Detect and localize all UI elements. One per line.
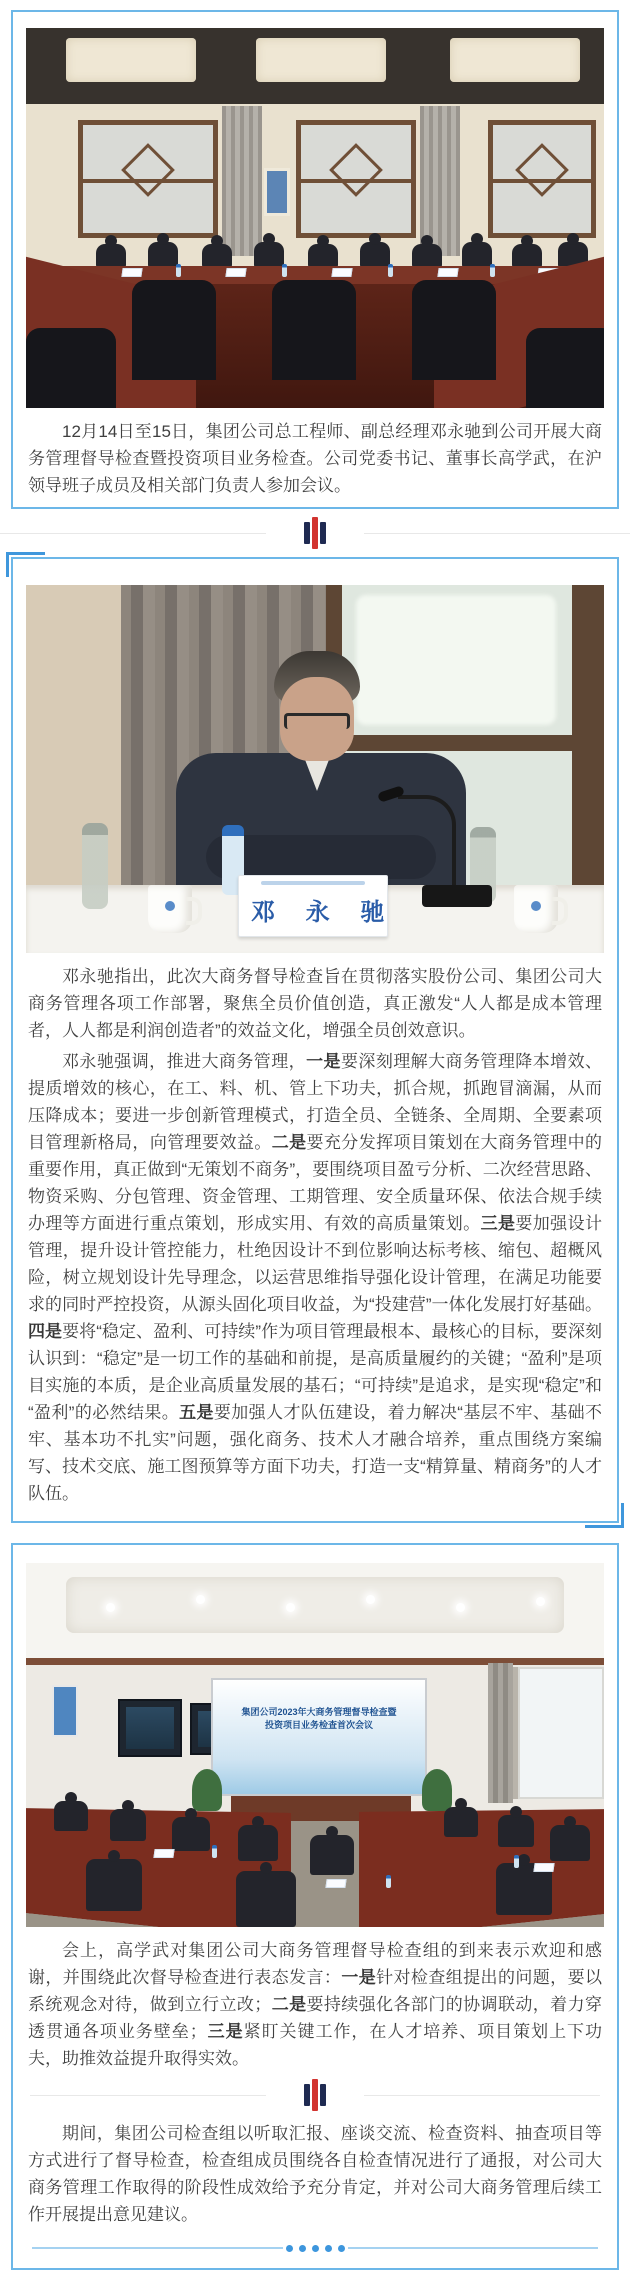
projection-screen — [211, 1678, 427, 1796]
attendee-back — [132, 280, 216, 380]
attendee — [172, 1817, 210, 1851]
flourish-dot — [338, 2245, 345, 2252]
section-meeting-summary — [11, 1543, 619, 2270]
attendee — [254, 242, 284, 268]
microphone-icon — [398, 795, 456, 891]
divider-bar — [304, 2084, 310, 2106]
attendee — [360, 242, 390, 268]
section-divider — [0, 517, 630, 549]
attendee — [462, 242, 492, 268]
attendee — [498, 1815, 534, 1847]
conference-room-photo[interactable] — [26, 28, 604, 408]
review-meeting-photo[interactable] — [26, 1563, 604, 1927]
attendee-back — [272, 280, 356, 380]
flourish-dot — [286, 2245, 293, 2252]
divider-bar — [312, 2079, 318, 2111]
divider-bar — [320, 522, 326, 544]
window — [78, 120, 218, 238]
wall-poster — [52, 1685, 78, 1737]
divider-bar — [312, 517, 318, 549]
window-frame — [326, 735, 604, 751]
attendee — [308, 244, 338, 268]
deng-paragraph-1: 邓永驰指出，此次大商务督导检查旨在贯彻落实股份公司、集团公司大商务管理各项工作部署，聚焦全员价值创造，真正激发“人人都是成本管理者，人人都是利润创造者”的效益文化，增强全员创效意识。 — [28, 967, 602, 1040]
screen-title-line2: 投资项目业务检查首次会议 — [264, 1720, 373, 1730]
curtain — [420, 106, 460, 256]
teacup — [514, 885, 558, 933]
flourish-dot — [299, 2245, 306, 2252]
attendee — [444, 1807, 478, 1837]
curtain — [488, 1663, 513, 1803]
attendee-back — [26, 328, 116, 408]
screen-title-line1: 集团公司2023年大商务管理督导检查暨 — [241, 1707, 397, 1717]
attendee — [512, 244, 542, 268]
attendee-back — [412, 280, 496, 380]
attendee-back — [526, 328, 604, 408]
section-intro — [11, 10, 619, 509]
inner-divider — [30, 2080, 600, 2110]
attendee — [550, 1825, 590, 1861]
divider-bar — [320, 2084, 326, 2106]
plant — [192, 1769, 222, 1811]
attendee — [238, 1825, 278, 1861]
window — [488, 120, 596, 238]
attendee — [148, 242, 178, 268]
attendee — [236, 1871, 296, 1927]
tv-screen — [118, 1699, 182, 1757]
flourish-dot — [312, 2245, 319, 2252]
name-plate-text: 邓 永 驰 — [251, 899, 397, 926]
article-page — [0, 10, 630, 2270]
divider-bar — [304, 522, 310, 544]
teacup — [148, 885, 192, 933]
bottom-flourish — [32, 2236, 598, 2260]
window — [296, 120, 416, 238]
wall-poster — [264, 168, 290, 216]
curtain — [222, 106, 262, 256]
intro-paragraph: 12月14日至15日，集团公司总工程师、副总经理邓永驰到公司开展大商务管理督导检查暨投资项目业务检查。公司党委书记、董事长高学武，在沪领导班子成员及相关部门负责人参加会议。 — [28, 422, 602, 495]
gao-paragraph: 会上，高学武对集团公司大商务管理督导检查组的到来表示欢迎和感谢，并围绕此次督导检查进行表态发言：一是针对检查组提出的问题，要以系统观念对待，做到立行立改；二是要持续强化各部门的协调联动，着力穿透贯通各项业务壁垒；三是紧盯关键工作，在人才培养、项目策划上下功夫，助推效益提升取得实效。 — [28, 1941, 603, 2068]
deng-yongchi-photo[interactable] — [26, 585, 604, 953]
flourish-dot — [325, 2245, 332, 2252]
section-deng-remarks — [11, 557, 619, 1523]
attendee — [96, 244, 126, 268]
window — [513, 1667, 604, 1799]
glass-bottle — [82, 823, 108, 909]
closing-paragraph: 期间，集团公司检查组以听取汇报、座谈交流、检查资料、抽查项目等方式进行了督导检查，检查组成员围绕各自检查情况进行了通报，对公司大商务管理工作取得的阶段性成效给予充分肯定，并对公司大商务管理后续工作开展提出意见建议。 — [28, 2124, 602, 2224]
plant — [422, 1769, 452, 1811]
deng-paragraph-2: 邓永驰强调，推进大商务管理，一是要深刻理解大商务管理降本增效、提质增效的核心，在工、料、机、管上下功夫，抓合规，抓跑冒滴漏，从而压降成本；要进一步创新管理模式，打造全员、全链条、全周期、全要素项目管理新格局，向管理要效益。二是要充分发挥项目策划在大商务管理中的重要作用，真正做到“无策划不商务”，要围绕项目盈亏分析、二次经营思路、物资采购、分包管理、资金管理、工期管理、安全质量环保、依法合规手续办理等方面进行重点策划，形成实用、有效的高质量策划。三是要加强设计管理，提升设计管控能力，杜绝因设计不到位影响达标考核、缩包、超概风险，树立规划设计先导理念，以运营思维指导强化设计管理，在满足功能要求的同时严控投资，从源头固化项目收益，为“投建营”一体化发展打好基础。四是要将“稳定、盈利、可持续”作为项目管理最根本、最核心的目标，要深刻认识到：“稳定”是一切工作的基础和前提，是高质量履约的关键；“盈利”是项目实施的本质，是企业高质量发展的基石；“可持续”是追求，是实现“稳定”和“盈利”的必然结果。五是要加强人才队伍建设，着力解决“基层不牢、基础不牢、基本功不扎实”问题，强化商务、技术人才融合培养，重点围绕方案编写、技术交底、施工图预算等方面下功夫，打造一支“精算量、精商务”的人才队伍。 — [28, 1052, 603, 1503]
attendee — [110, 1809, 146, 1841]
attendee — [310, 1835, 354, 1875]
attendee — [86, 1859, 142, 1911]
attendee — [54, 1801, 88, 1831]
attendee — [202, 244, 232, 268]
attendee — [412, 244, 442, 268]
name-plate — [238, 875, 397, 937]
glasses — [284, 713, 350, 729]
